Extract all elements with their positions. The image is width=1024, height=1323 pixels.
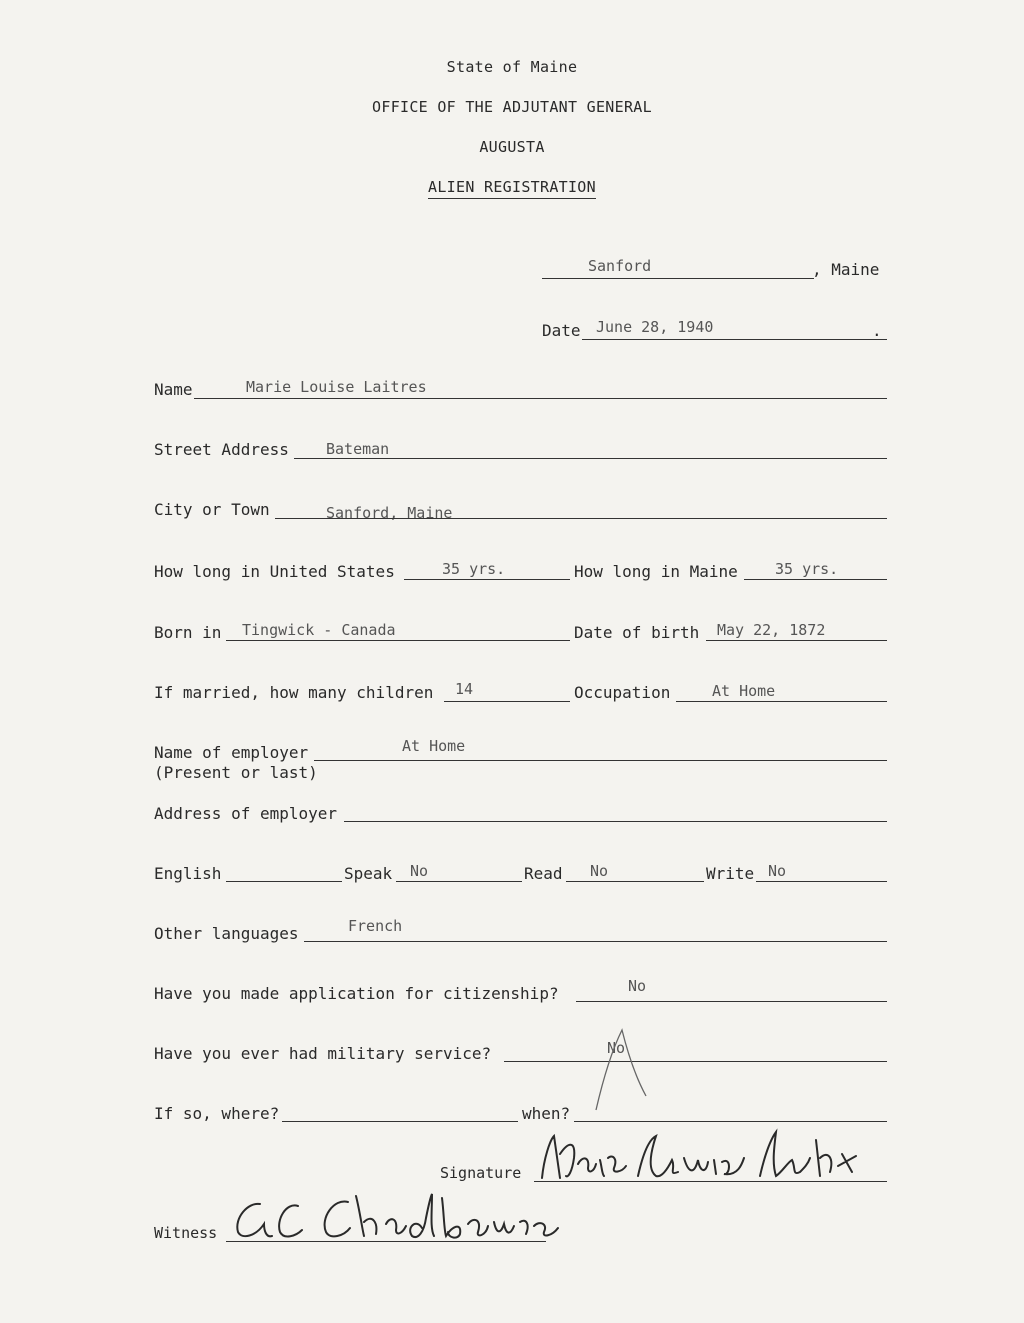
years-maine-value: 35 yrs. <box>775 560 839 578</box>
english-label: English <box>154 864 222 883</box>
other-languages-value: French <box>348 917 403 935</box>
military-value: No <box>607 1039 626 1057</box>
header-city: AUGUSTA <box>479 138 545 156</box>
header-office: OFFICE OF THE ADJUTANT GENERAL <box>372 98 652 116</box>
dob-label: Date of birth <box>574 623 700 642</box>
city-line <box>275 518 887 519</box>
military-pen-mark <box>588 1024 658 1114</box>
children-line <box>444 701 570 702</box>
date-label: Date <box>542 321 581 340</box>
state-suffix: , Maine <box>812 260 880 279</box>
other-languages-line <box>304 941 887 942</box>
born-in-line <box>226 640 570 641</box>
signature-label: Signature <box>440 1164 522 1182</box>
name-line <box>194 398 887 399</box>
date-line <box>582 339 887 340</box>
years-us-value: 35 yrs. <box>442 560 506 578</box>
occupation-value: At Home <box>712 682 776 700</box>
years-maine-label: How long in Maine <box>574 562 738 581</box>
city-value: Sanford, Maine <box>326 504 453 522</box>
town-line <box>542 278 814 279</box>
employer-value: At Home <box>402 737 466 755</box>
read-label: Read <box>524 864 563 883</box>
employer-address-line <box>344 821 887 822</box>
born-in-value: Tingwick - Canada <box>242 621 396 639</box>
employer-sublabel: (Present or last) <box>154 763 318 782</box>
write-value: No <box>768 862 787 880</box>
witness-label: Witness <box>154 1224 218 1242</box>
years-maine-line <box>744 579 887 580</box>
employer-label: Name of employer <box>154 743 309 762</box>
street-address-line <box>294 458 887 459</box>
name-value: Marie Louise Laitres <box>246 378 427 396</box>
date-value: June 28, 1940 <box>596 318 714 336</box>
employer-address-label: Address of employer <box>154 804 338 823</box>
occupation-label: Occupation <box>574 683 671 702</box>
street-address-value: Bateman <box>326 440 390 458</box>
where-label: If so, where? <box>154 1104 280 1123</box>
citizenship-line <box>576 1001 887 1002</box>
children-value: 14 <box>455 680 474 698</box>
military-line <box>504 1061 887 1062</box>
write-line <box>756 881 887 882</box>
where-line <box>282 1121 518 1122</box>
citizenship-value: No <box>628 977 647 995</box>
other-languages-label: Other languages <box>154 924 299 943</box>
witness-handwriting <box>230 1188 570 1246</box>
town-value: Sanford <box>588 257 652 275</box>
when-line <box>574 1121 887 1122</box>
years-us-line <box>404 579 570 580</box>
dob-value: May 22, 1872 <box>717 621 826 639</box>
military-label: Have you ever had military service? <box>154 1044 492 1063</box>
name-label: Name <box>154 380 193 399</box>
read-value: No <box>590 862 609 880</box>
children-label: If married, how many children <box>154 683 434 702</box>
form-title-text: ALIEN REGISTRATION <box>428 178 596 199</box>
born-in-label: Born in <box>154 623 222 642</box>
speak-line <box>396 881 522 882</box>
occupation-line <box>676 701 887 702</box>
citizenship-label: Have you made application for citizenship? <box>154 984 559 1003</box>
street-address-label: Street Address <box>154 440 289 459</box>
speak-value: No <box>410 862 429 880</box>
date-end: . <box>872 321 882 340</box>
form-title <box>0 178 1024 196</box>
write-label: Write <box>706 864 755 883</box>
years-us-label: How long in United States <box>154 562 395 581</box>
speak-label: Speak <box>344 864 393 883</box>
city-label: City or Town <box>154 500 270 519</box>
employer-line <box>314 760 887 761</box>
when-label: when? <box>522 1104 571 1123</box>
header-state: State of Maine <box>446 58 578 76</box>
signature-handwriting <box>538 1128 888 1190</box>
read-line <box>566 881 704 882</box>
dob-line <box>706 640 887 641</box>
english-line <box>226 881 342 882</box>
